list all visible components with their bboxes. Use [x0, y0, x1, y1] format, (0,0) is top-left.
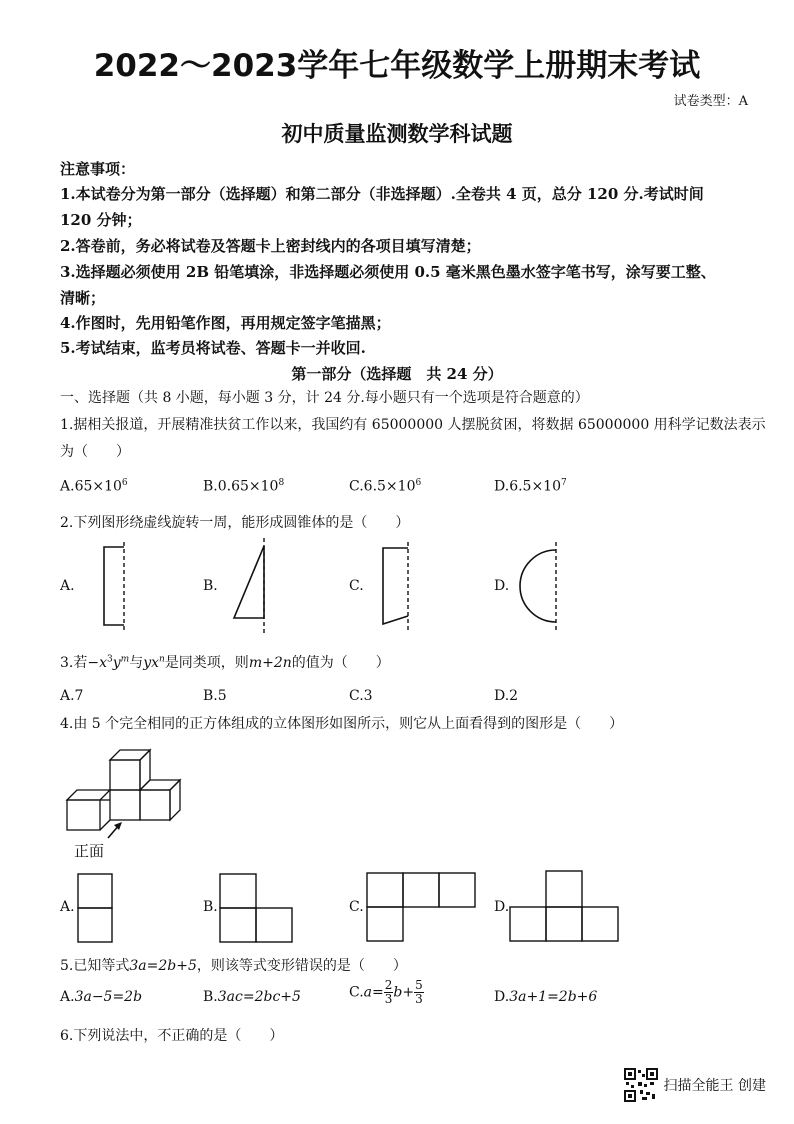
notes-item: 4.作图时，先用铅笔作图，再用规定签字笔描黑；	[60, 314, 391, 332]
q5-option-b: B.3ac=2bc+5	[203, 989, 301, 1005]
q4-cube-figure	[62, 744, 192, 840]
paper-type: 试卷类型：A	[673, 94, 748, 109]
notes-item: 清晰；	[60, 289, 106, 307]
q5-option-d: D.3a+1=2b+6	[494, 989, 598, 1005]
q2-figure-c-trapezoid	[378, 542, 418, 632]
q3-text: 3.若$-x^3y^m$与$yx^n$是同类项，则m+2n的值为（ ）	[60, 654, 390, 671]
exam-title: 2022～2023学年七年级数学上册期末考试	[93, 48, 701, 84]
q2-figure-d-semicircle	[518, 542, 568, 632]
q1-option-d: $D.6.5\times 10^7$	[494, 478, 567, 495]
q1-text-line2: 为（ ）	[60, 444, 130, 460]
q1-option-a: $A.65\times 10^6$	[60, 478, 128, 495]
q3-option-a: A.7	[60, 688, 84, 704]
q1-option-c: $C.6.5\times 10^6$	[349, 478, 422, 495]
q4-label-a: A.	[60, 899, 75, 915]
q1-option-b: $B.0.65\times 10^8$	[203, 478, 285, 495]
notes-item: 2.答卷前，务必将试卷及答题卡上密封线内的各项目填写清楚；	[60, 237, 481, 255]
part1-title: 第一部分（选择题 共 24 分）	[291, 365, 503, 383]
q2-label-c: C.	[349, 578, 364, 594]
q4-option-d-figure	[508, 869, 620, 943]
notes-item: 5.考试结束，监考员将试卷、答题卡一并收回.	[60, 339, 366, 357]
part1-instructions: 一、选择题（共 8 小题，每小题 3 分，计 24 分.每小题只有一个选项是符合题意的）	[60, 390, 589, 406]
q4-option-c-figure	[365, 871, 477, 943]
q6-text: 6.下列说法中，不正确的是（ ）	[60, 1028, 284, 1044]
q2-label-d: D.	[494, 578, 510, 594]
q4-front-label: 正面	[74, 842, 105, 860]
watermark-text: 扫描全能王 创建	[663, 1078, 766, 1094]
q4-text: 4.由 5 个完全相同的正方体组成的立体图形如图所示，则它从上面看得到的图形是（ ）	[60, 716, 624, 732]
q4-label-d: D.	[494, 899, 510, 915]
q2-text: 2.下列图形绕虚线旋转一周，能形成圆锥体的是（ ）	[60, 515, 410, 531]
q2-figure-a-rectangle	[98, 542, 138, 632]
q1-text-line1: 1.据相关报道，开展精准扶贫工作以来，我国约有 65000000 人摆脱贫困，将数据 65000000 用科学记数法表示	[60, 417, 766, 433]
q3-option-b: B.5	[203, 688, 227, 704]
notes-item: 1.本试卷分为第一部分（选择题）和第二部分（非选择题）.全卷共 4 页，总分 120 分.考试时间	[60, 185, 704, 203]
notes-heading: 注意事项：	[60, 160, 136, 178]
q2-figure-b-triangle	[228, 538, 278, 634]
scanner-watermark	[624, 1068, 766, 1102]
q5-option-a: A.3a−5=2b	[60, 989, 143, 1005]
q2-label-b: B.	[203, 578, 218, 594]
notes-item: 120 分钟；	[60, 211, 142, 229]
q4-label-c: C.	[349, 899, 364, 915]
q2-label-a: A.	[60, 578, 75, 594]
q4-label-b: B.	[203, 899, 218, 915]
notes-item: 3.选择题必须使用 2B 铅笔填涂，非选择题必须使用 0.5 毫米黑色墨水签字笔书写，涂写要工整、	[60, 263, 716, 281]
q5-option-c: C.a= $\frac{2}{3}$ b+ $\frac{5}{3}$	[349, 978, 423, 1006]
q5-text: 5.已知等式3a=2b+5，则该等式变形错误的是（ ）	[60, 958, 407, 974]
qr-code-icon	[624, 1068, 658, 1102]
q3-option-d: D.2	[494, 688, 519, 704]
q3-option-c: C.3	[349, 688, 373, 704]
exam-subtitle: 初中质量监测数学科试题	[281, 121, 513, 146]
q4-option-a-figure	[76, 872, 116, 944]
q4-option-b-figure	[218, 872, 296, 944]
